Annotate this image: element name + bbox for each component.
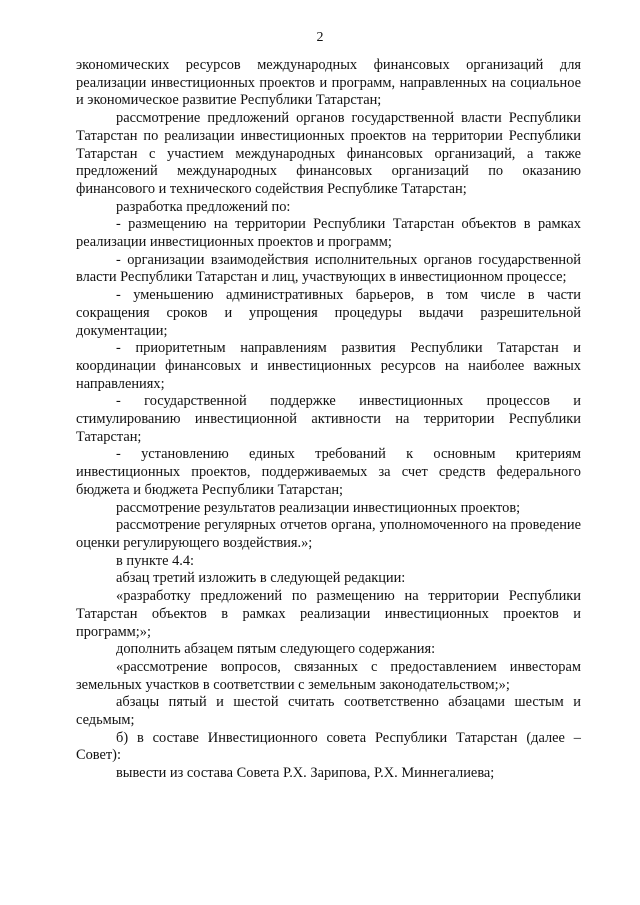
paragraph: вывести из состава Совета Р.Х. Зарипова, Р.Х. Миннегалиева;	[116, 765, 495, 782]
paragraph: дополнить абзацем пятым следующего содержания:	[116, 641, 436, 658]
paragraph: рассмотрение регулярных отчетов органа, уполномоченного на проведение оценки регулирующего воздействия.»;	[76, 517, 581, 551]
list-item: - уменьшению административных барьеров, в том числе в части сокращения сроков и упрощения процедуры выдачи разрешительной документации;	[76, 287, 581, 339]
paragraph: рассмотрение предложений органов государственной власти Республики Татарстан по реализации инвестиционных проектов на территории Республики Татарстан с участием международных финансовых организаций, а также предложений международных финансовых организаций по оказанию финансового и технического содействия Республике Татарстан;	[76, 110, 581, 197]
list-item: - приоритетным направлениям развития Республики Татарстан и координации финансовых и инвестиционных ресурсов на наиболее важных направлениях;	[76, 340, 581, 392]
paragraph: рассмотрение результатов реализации инвестиционных проектов;	[116, 499, 521, 516]
paragraph: «рассмотрение вопросов, связанных с предоставлением инвесторам земельных участков в соответствии с земельным законодательством;»;	[76, 658, 581, 693]
paragraph: абзацы пятый и шестой считать соответственно абзацами шестым и седьмым;	[76, 694, 581, 729]
paragraph: абзац третий изложить в следующей редакции:	[116, 570, 406, 587]
list-item: - размещению на территории Республики Татарстан объектов в рамках реализации инвестиционных проектов и программ;	[76, 216, 581, 251]
list-item: - государственной поддержке инвестиционных процессов и стимулированию инвестиционной активности на территории Республики Татарстан;	[76, 393, 581, 445]
page-number: 2	[316, 30, 324, 45]
paragraph: разработка предложений по:	[116, 198, 291, 215]
list-item: - установлению единых требований к основным критериям инвестиционных проектов, поддерживаемых за счет средств федерального бюджета и бюджета Республики Татарстан;	[76, 446, 581, 498]
paragraph: в пункте 4.4:	[116, 552, 195, 569]
paragraph: экономических ресурсов международных финансовых организаций для реализации инвестиционных проектов и программ, направленных на социальное и экономическое развитие Республики Татарстан;	[76, 57, 581, 109]
document-body	[76, 57, 581, 783]
paragraph: б) в составе Инвестиционного совета Республики Татарстан (далее – Совет):	[76, 729, 581, 764]
paragraph: «разработку предложений по размещению на территории Республики Татарстан объектов в рамках реализации инвестиционных проектов и программ;»;	[76, 588, 581, 640]
list-item: - организации взаимодействия исполнительных органов государственной власти Республики Татарстан и лиц, участвующих в инвестиционном процессе;	[76, 251, 581, 286]
